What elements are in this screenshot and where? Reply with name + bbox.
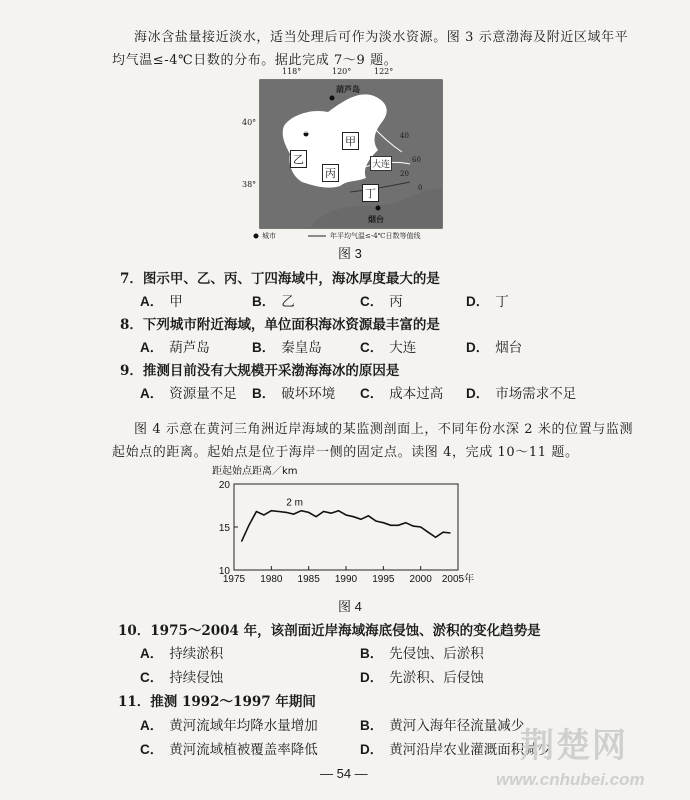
- series-annotation-2m: 2 m: [286, 497, 303, 509]
- question-10-option-a[interactable]: A． 持续淤积: [140, 646, 224, 662]
- city-label-yantai: 烟台: [368, 214, 384, 224]
- question-8-option-b[interactable]: B． 秦皇岛: [252, 340, 322, 356]
- y-axis-label: 距起始点距离／km: [212, 466, 298, 477]
- question-7-option-a[interactable]: A． 甲: [140, 294, 183, 310]
- intro-paragraph-2-line-1: 图 4 示意在黄河三角洲近岸海域的某监测剖面上，不同年份水深 2 米的位置与监测: [134, 422, 634, 437]
- question-8-stem: 8．下列城市附近海域，单位面积海冰资源最丰富的是: [120, 317, 440, 333]
- question-7-option-c[interactable]: C． 丙: [360, 294, 403, 310]
- chart-svg: [206, 462, 496, 592]
- question-10-option-b[interactable]: B． 先侵蚀、后淤积: [360, 646, 484, 662]
- figure-4-caption: 图 4: [338, 599, 362, 614]
- lat-label-38: 38°: [242, 180, 257, 189]
- y-tick-label-10: 10: [218, 566, 230, 577]
- sea-label-jia: 甲: [342, 132, 359, 150]
- legend-line-text: 年平均气温≤-4℃日数等值线: [330, 232, 421, 240]
- city-label-qinhuangdao: 秦皇岛: [294, 124, 318, 134]
- city-dot-yantai: [376, 206, 381, 211]
- isoline-label-0: 0: [418, 184, 423, 192]
- x-tick-label-1990: 1990: [334, 574, 358, 585]
- figure-3-caption: 图 3: [338, 246, 362, 261]
- y-tick-label-20: 20: [218, 480, 230, 491]
- watermark-url: www.cnhubei.com: [496, 770, 645, 789]
- isoline-label-20: 20: [400, 170, 409, 178]
- intro-paragraph-1-line-1: 海冰含盐量接近淡水，适当处理后可作为淡水资源。图 3 示意渤海及附近区域年平: [134, 30, 629, 45]
- x-tick-label-1975: 1975: [222, 574, 246, 585]
- isoline-label-40: 40: [400, 132, 409, 140]
- question-7-stem: 7．图示甲、乙、丙、丁四海域中，海冰厚度最大的是: [120, 271, 440, 287]
- plot-frame: [234, 484, 458, 570]
- question-10-option-d[interactable]: D． 先淤积、后侵蚀: [360, 670, 484, 686]
- question-9-option-a[interactable]: A． 资源量不足: [140, 386, 237, 402]
- sea-label-ding: 丁: [362, 184, 379, 202]
- question-9-option-b[interactable]: B． 破坏环境: [252, 386, 336, 402]
- city-label-dalian: 大连: [370, 156, 392, 171]
- question-9-option-d[interactable]: D． 市场需求不足: [466, 386, 577, 402]
- question-11-option-d[interactable]: D． 黄河沿岸农业灌溉面积减少: [360, 742, 552, 758]
- x-tick-label-1995: 1995: [372, 574, 395, 585]
- series-line-0: [242, 511, 451, 542]
- x-tick-label-1985: 1985: [297, 574, 320, 585]
- question-11-option-a[interactable]: A． 黄河流域年均降水量增加: [140, 718, 318, 734]
- sea-label-yi: 乙: [290, 150, 307, 168]
- x-tick-label-2005: 2005年: [441, 574, 475, 585]
- question-7-option-d[interactable]: D． 丁: [466, 294, 509, 310]
- question-9-option-c[interactable]: C． 成本过高: [360, 386, 444, 402]
- figure-4-chart: [206, 462, 496, 592]
- city-label-huludao: 葫芦岛: [336, 84, 360, 94]
- intro-paragraph-1-line-2: 均气温≤-4℃日数的分布。据此完成 7～9 题。: [112, 53, 398, 68]
- lon-label-122: 122°: [374, 67, 394, 76]
- question-8-option-c[interactable]: C． 大连: [360, 340, 417, 356]
- legend-city-dot: [254, 234, 259, 239]
- question-9-stem: 9．推测目前没有大规模开采渤海海冰的原因是: [120, 363, 400, 379]
- isoline-label-60: 60: [412, 156, 421, 164]
- sea-label-bing: 丙: [322, 164, 339, 182]
- intro-paragraph-2-line-2: 起始点的距离。起始点是位于海岸一侧的固定点。读图 4，完成 10～11 题。: [112, 445, 579, 460]
- lon-label-120: 120°: [332, 67, 352, 76]
- question-7-option-b[interactable]: B． 乙: [252, 294, 295, 310]
- question-8-option-a[interactable]: A． 葫芦岛: [140, 340, 210, 356]
- question-10-stem: 10．1975～2004 年，该剖面近岸海域海底侵蚀、淤积的变化趋势是: [118, 623, 541, 639]
- question-8-option-d[interactable]: D． 烟台: [466, 340, 523, 356]
- y-tick-label-15: 15: [218, 523, 230, 534]
- question-11-stem: 11．推测 1992～1997 年期间: [118, 694, 316, 710]
- page-number: — 54 —: [320, 766, 368, 781]
- x-tick-label-2000: 2000: [409, 574, 432, 585]
- watermark-logo-text: 荆楚网: [520, 726, 628, 766]
- x-tick-label-1980: 1980: [260, 574, 283, 585]
- lat-label-40: 40°: [242, 118, 257, 127]
- question-10-option-c[interactable]: C． 持续侵蚀: [140, 670, 224, 686]
- city-dot-huludao: [330, 96, 335, 101]
- figure-3-map: [242, 67, 450, 242]
- legend-city-text: 城市: [262, 232, 276, 240]
- question-11-option-c[interactable]: C． 黄河流域植被覆盖率降低: [140, 742, 318, 758]
- question-11-option-b[interactable]: B． 黄河入海年径流量减少: [360, 718, 525, 734]
- lon-label-118: 118°: [282, 67, 302, 76]
